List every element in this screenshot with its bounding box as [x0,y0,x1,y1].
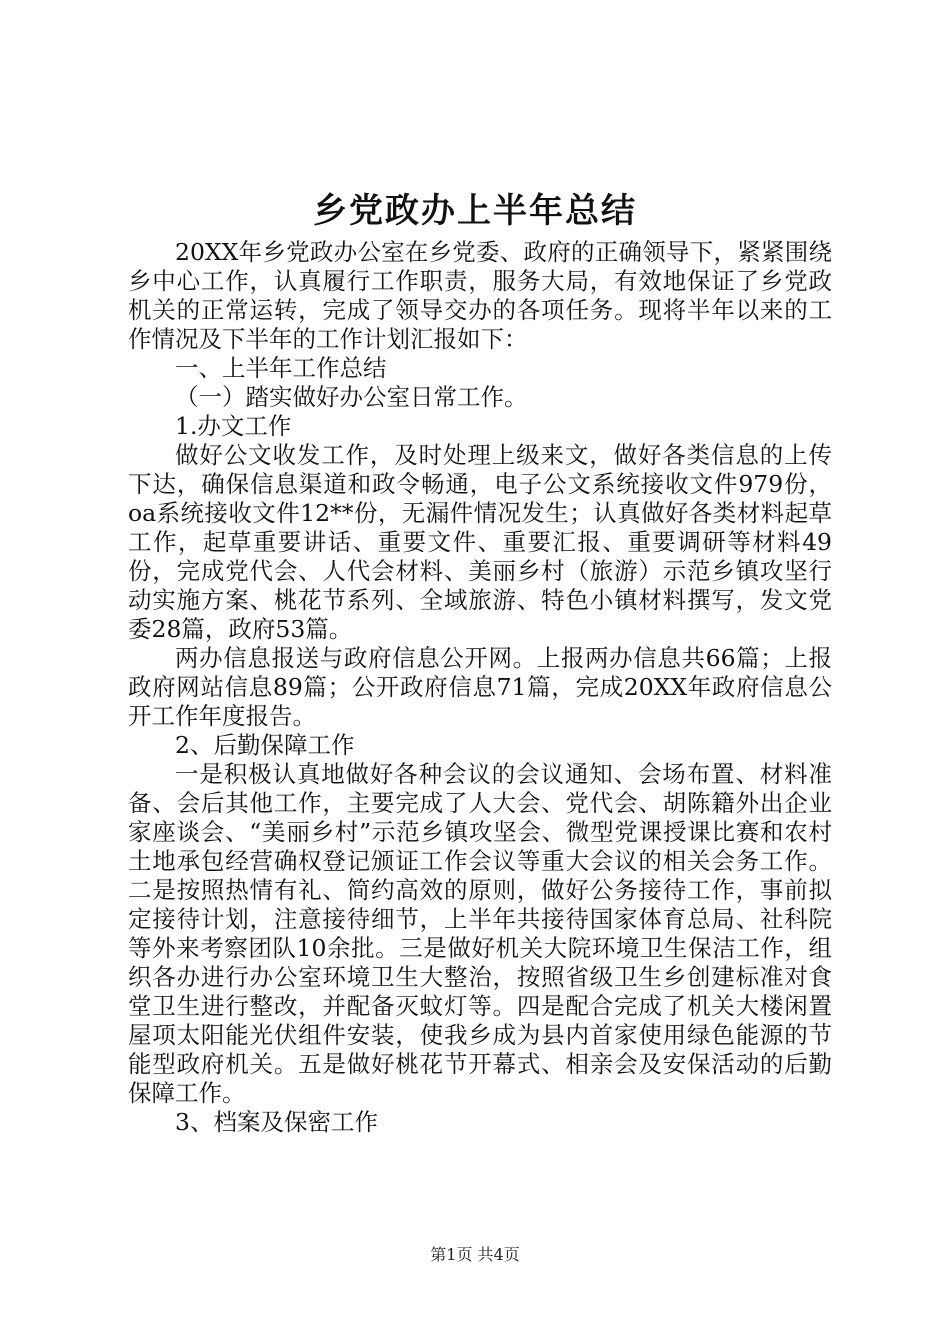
heading-item-1: 1.办文工作 [175,412,292,440]
heading-item-3: 3、档案及保密工作 [175,1108,378,1136]
paragraph-info-reporting: 两办信息报送与政府信息公开网。上报两办信息共66篇；上报政府网站信息89篇；公开政府信息71篇，完成20XX年政府信息公开工作年度报告。 [128,644,832,730]
page-footer: 第1页 共4页 [430,1245,520,1264]
heading-subsection-1: （一）踏实做好办公室日常工作。 [175,383,528,411]
document-body [128,238,832,1137]
paragraph-logistics: 一是积极认真地做好各种会议的会议通知、会场布置、材料准备、会后其他工作，主要完成了人大会、党代会、胡陈籍外出企业家座谈会、“美丽乡村”示范乡镇攻坚会、微型党课授课比赛和农村土地承包经营确权登记颁证工作会议等重大会议的相关会务工作。二是按照热情有礼、简约高效的原则，做好公务接待工作，事前拟定接待计划，注意接待细节，上半年共接待国家体育总局、社科院等外来考察团队10余批。三是做好机关大院环境卫生保洁工作，组织各办进行办公室环境卫生大整治，按照省级卫生乡创建标准对食堂卫生进行整改，并配备灭蚊灯等。四是配合完成了机关大楼闲置屋项太阳能光伏组件安装，使我乡成为县内首家使用绿色能源的节能型政府机关。五是做好桃花节开幕式、相亲会及安保活动的后勤保障工作。 [128,760,832,1107]
heading-item-2: 2、后勤保障工作 [175,731,355,759]
heading-section-1: 一、上半年工作总结 [175,354,387,382]
paragraph-document-work: 做好公文收发工作，及时处理上级来文，做好各类信息的上传下达，确保信息渠道和政令畅通，电子公文系统接收文件979份，oa系统接收文件12**份，无漏件情况发生；认真做好各类材料起草工作，起草重要讲话、重要文件、重要汇报、重要调研等材料49份，完成党代会、人代会材料、美丽乡村（旅游）示范乡镇攻坚行动实施方案、桃花节系列、全域旅游、特色小镇材料撰写，发文党委28篇，政府53篇。 [128,441,832,643]
document-title: 乡党政办上半年总结 [313,191,637,231]
paragraph-intro: 20XX年乡党政办公室在乡党委、政府的正确领导下，紧紧围绕乡中心工作，认真履行工作职责，服务大局，有效地保证了乡党政机关的正常运转，完成了领导交办的各项任务。现将半年以来的工作情况及下半年的工作计划汇报如下： [128,238,832,353]
